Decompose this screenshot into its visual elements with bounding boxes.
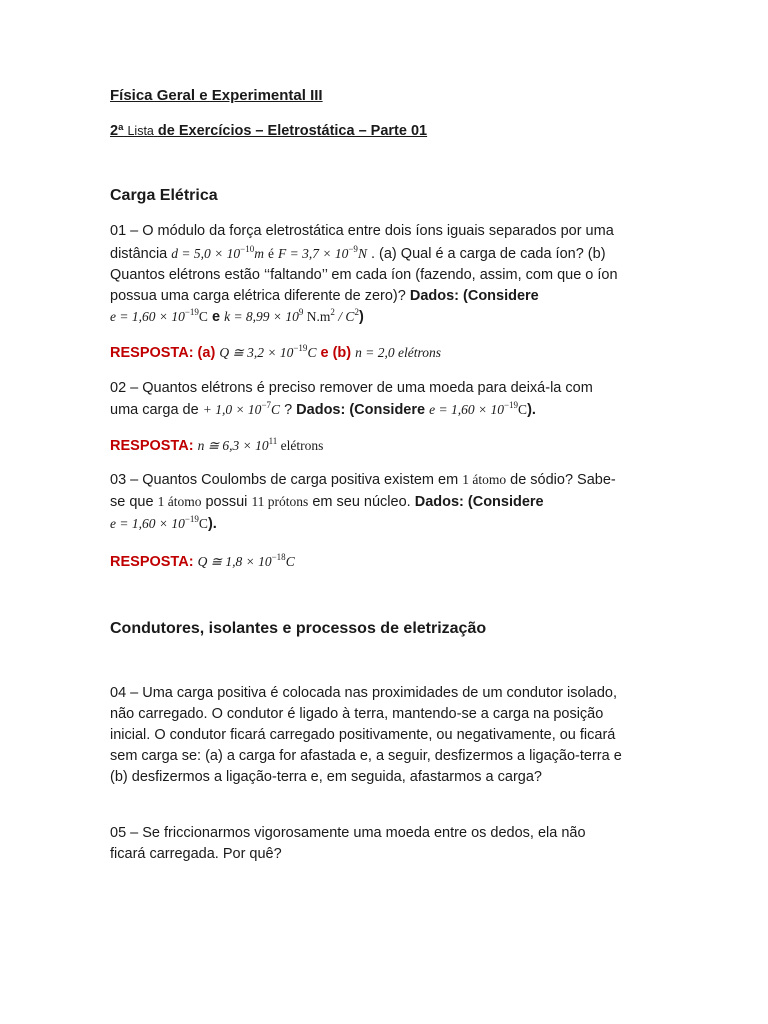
q1-line2	[110, 244, 606, 264]
q2-line1: 02 – Quantos elétrons é preciso remover de uma moeda para deixá-la com	[110, 380, 593, 396]
q2-text: uma carga de	[110, 402, 199, 418]
q2-e-formula: $e = 1,60 \times 10^{-19}C$	[429, 400, 528, 417]
q1-text: distância	[110, 246, 168, 262]
q3-atomo-2: 1 átomo	[157, 494, 202, 509]
answer-label: RESPOSTA:	[110, 554, 194, 570]
q3-text-d: possui	[205, 494, 248, 510]
document-title: Física Geral e Experimental III	[110, 87, 323, 104]
q2-charge-formula: + $1,0 \times 10^{-7}C$	[202, 400, 281, 417]
q3-dados: Dados: (Considere	[414, 494, 544, 510]
q1-line5	[110, 307, 364, 327]
q1-k-formula: $k = 8,99 \times 10^9$ $N.m^2 / C^2$	[224, 307, 359, 324]
subtitle-rest: de Exercícios – Eletrostática – Parte 01	[157, 123, 428, 139]
q3-atomo: 1 átomo	[462, 472, 507, 487]
q1-and: e	[211, 309, 221, 325]
answer2-formula: n ≅ $6,3 \times 10^{11}$ elétrons	[197, 436, 324, 453]
q1-close: )	[358, 309, 364, 325]
answer1-q-formula: Q ≅ $3,2 \times 10^{-19}C$	[219, 343, 317, 360]
q1-line4	[110, 286, 539, 306]
q2-dados: Dados: (Considere	[296, 402, 426, 418]
answer-label-b: e (b)	[320, 345, 352, 361]
list-word: Lista	[127, 124, 154, 138]
q1-line1: 01 – O módulo da força eletrostática entre dois íons iguais separados por uma	[110, 223, 614, 239]
q3-line3	[110, 514, 217, 534]
q3-e-formula: $e = 1,60 \times 10^{-19}C$	[110, 514, 208, 531]
answer-1	[110, 343, 441, 363]
q2-close: ).	[527, 402, 536, 418]
q4-line2: não carregado. O condutor é ligado à terra, mantendo-se a carga na posição	[110, 706, 604, 722]
q1-text-b: . (a) Qual é a carga de cada íon? (b)	[370, 246, 606, 262]
answer1-n-formula: n = 2,0 elétrons	[355, 345, 441, 360]
q1-distance-formula: $d = 5,0 \times 10^{-10}m$	[171, 244, 264, 261]
q3-line1	[110, 470, 616, 490]
q1-text-c: possua uma carga elétrica diferente de zero)?	[110, 288, 406, 304]
q3-close: ).	[207, 516, 217, 532]
q5-line2: ficará carregada. Por quê?	[110, 846, 282, 862]
q4-line4: sem carga se: (a) a carga for afastada e, a seguir, desfizermos a ligação-terra e	[110, 748, 622, 764]
q3-protons: 11 prótons	[251, 494, 309, 509]
section-heading-carga: Carga Elétrica	[110, 187, 218, 204]
q1-dados: Dados: (Considere	[409, 288, 539, 304]
answer-3	[110, 552, 295, 572]
q4-line1: 04 – Uma carga positiva é colocada nas proximidades de um condutor isolado,	[110, 685, 617, 701]
q3-text-b: de sódio? Sabe-	[510, 472, 616, 488]
q3-text-c: se que	[110, 494, 154, 510]
list-number: 2ª	[110, 123, 124, 139]
document-subtitle	[110, 121, 427, 141]
q4-line5: (b) desfizermos a ligação-terra e, em seguida, afastarmos a carga?	[110, 769, 542, 785]
answer-2	[110, 436, 323, 456]
q1-line3: Quantos elétrons estão ‘‘faltando’’ em cada íon (fazendo, assim, com que o íon	[110, 267, 618, 283]
q3-text: 03 – Quantos Coulombs de carga positiva existem em	[110, 472, 459, 488]
q2-line2	[110, 400, 536, 420]
q1-e-word: é	[267, 246, 274, 261]
q3-text-e: em seu núcleo.	[312, 494, 411, 510]
section-heading-condutores: Condutores, isolantes e processos de eletrização	[110, 620, 487, 637]
q1-force-formula: $F = 3,7 \times 10^{-9}N$	[278, 244, 367, 261]
q4-line3: inicial. O condutor ficará carregado positivamente, ou negativamente, ou ficará	[110, 727, 616, 743]
q1-e-formula: $e = 1,60 \times 10^{-19}C$	[110, 307, 208, 324]
answer-label: RESPOSTA: (a)	[110, 345, 216, 361]
answer3-formula: Q ≅ $1,8 \times 10^{-18}C$	[197, 552, 295, 569]
q2-question-mark: ?	[284, 402, 293, 418]
q5-line1: 05 – Se friccionarmos vigorosamente uma moeda entre os dedos, ela não	[110, 825, 586, 841]
q3-line2	[110, 492, 544, 512]
answer-label: RESPOSTA:	[110, 438, 194, 454]
